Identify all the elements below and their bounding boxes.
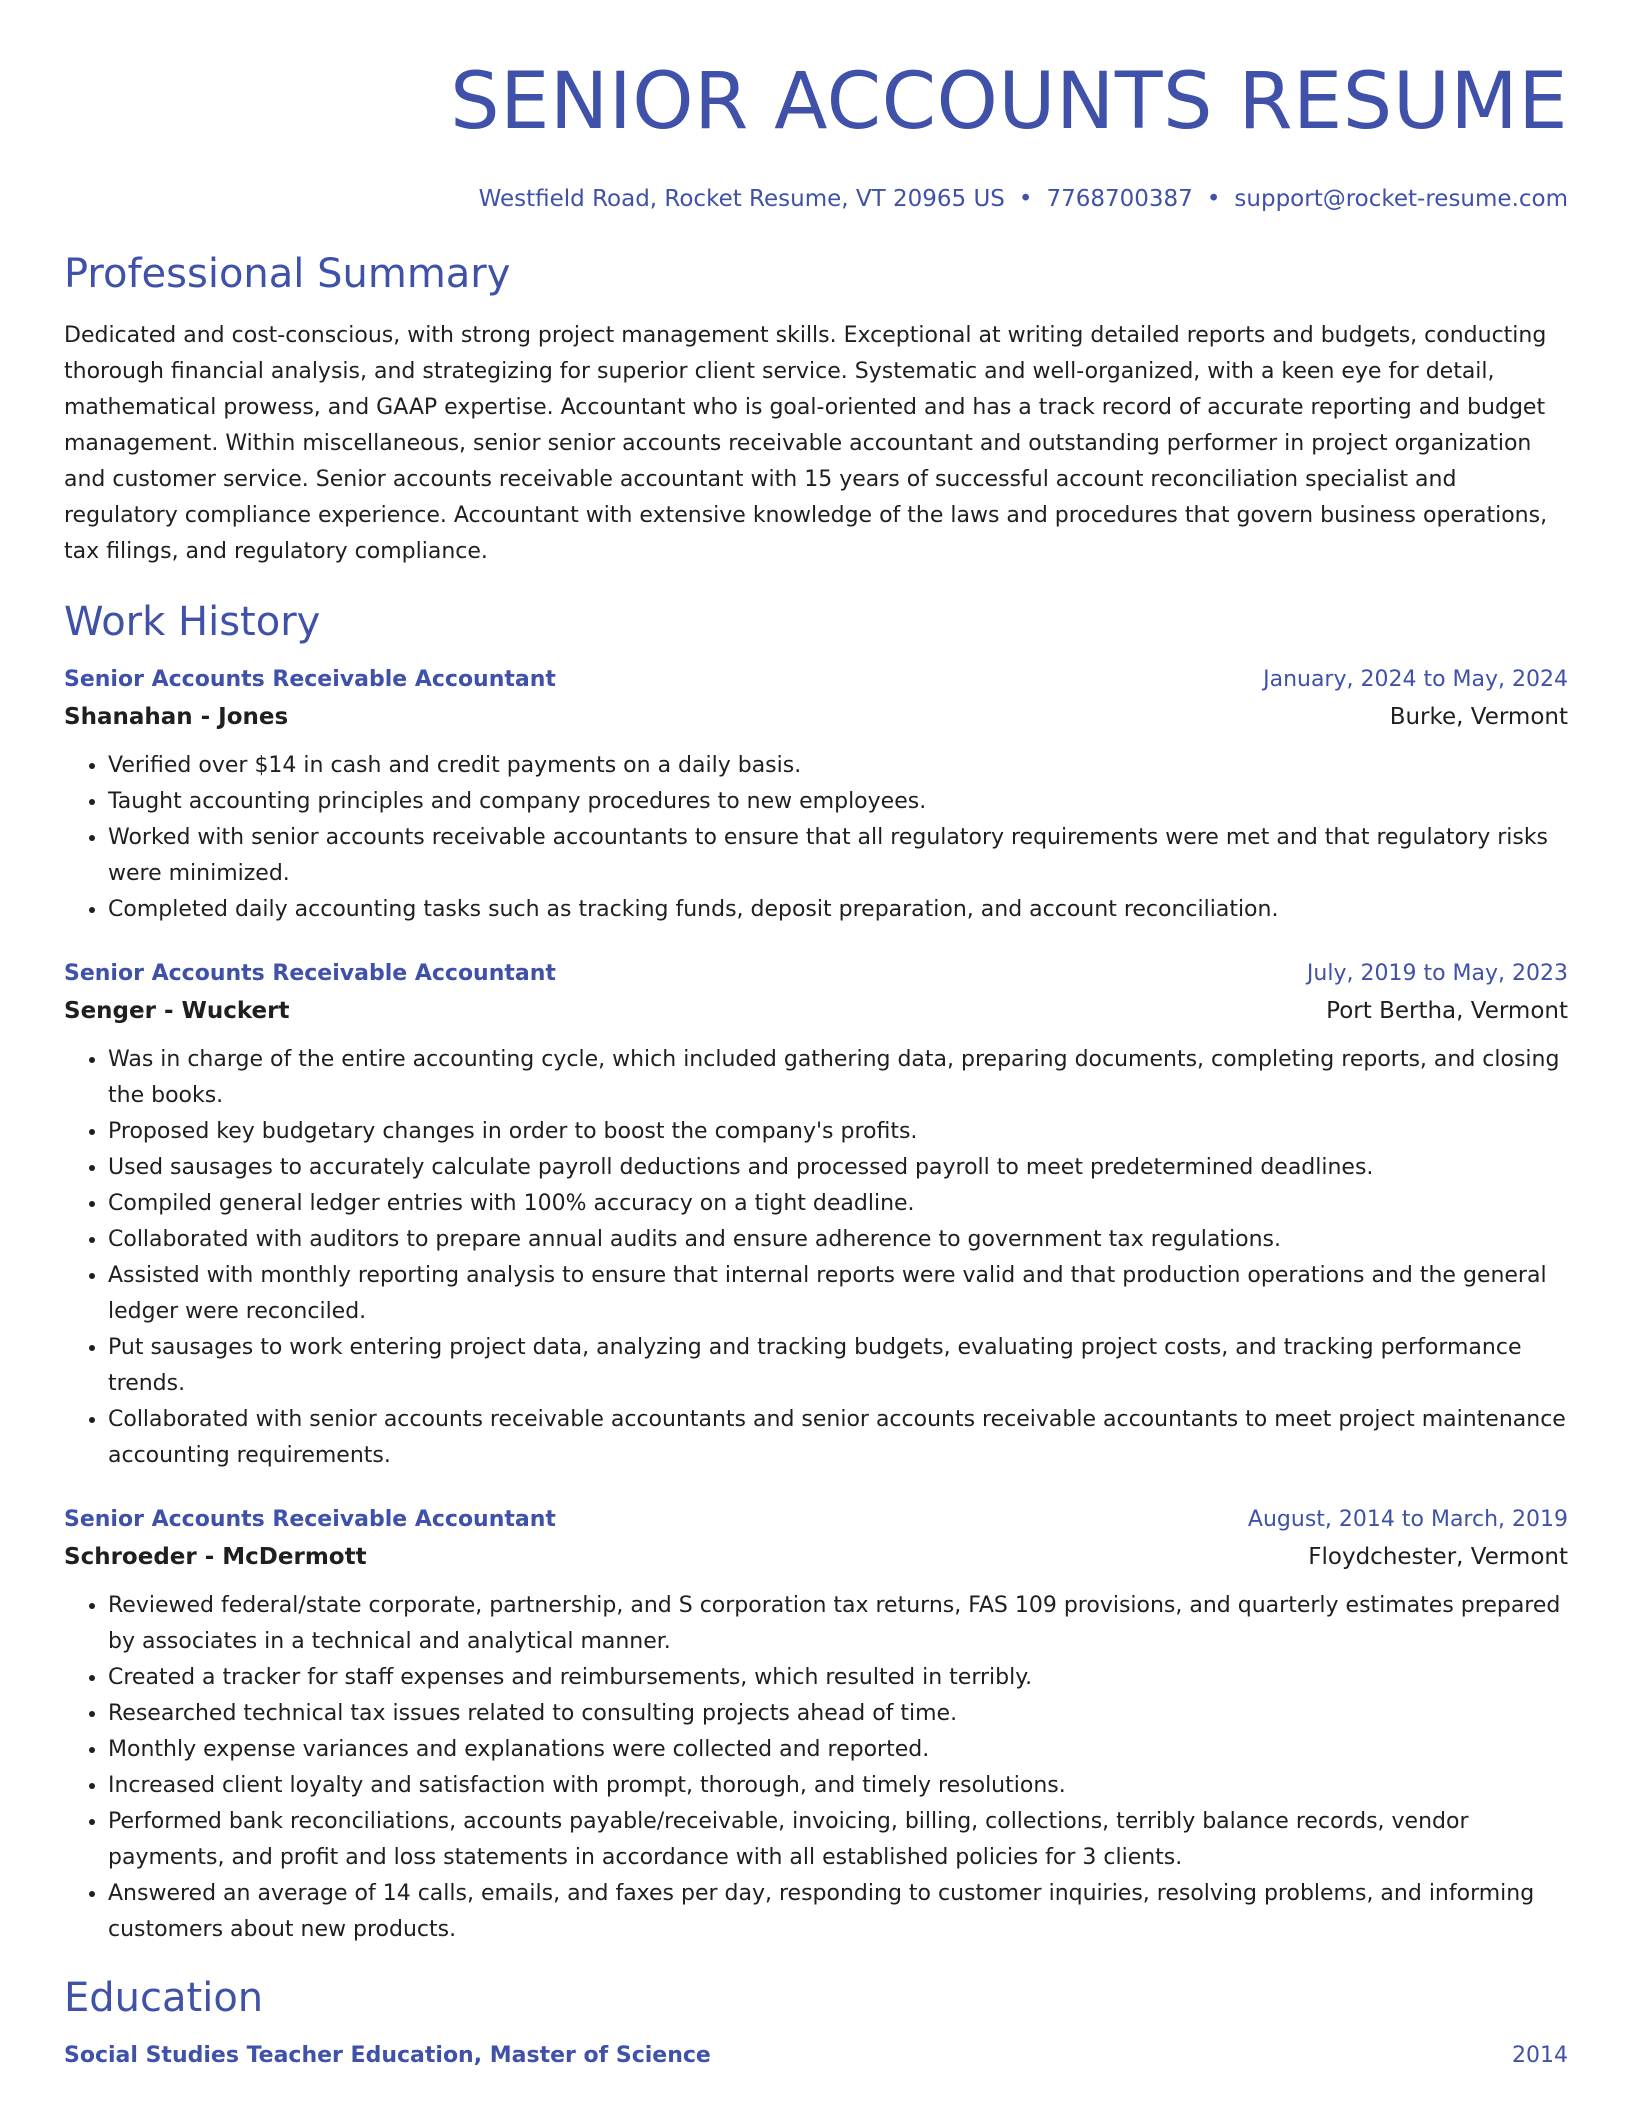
job-bullet: • Assisted with monthly reporting analysis to ensure that internal reports were valid and that production operations and the general ledger were reconciled. — [108, 1258, 1568, 1330]
job-bullet: • Increased client loyalty and satisfaction with prompt, thorough, and timely resolutions. — [108, 1768, 1568, 1804]
job-entry — [64, 662, 1568, 928]
job-company: Senger - Wuckert — [64, 998, 290, 1024]
job-bullet: • Used sausages to accurately calculate payroll deductions and processed payroll to meet predetermined deadlines. — [108, 1150, 1568, 1186]
job-dates: January, 2024 to May, 2024 — [1263, 667, 1568, 692]
job-title: Senior Accounts Receivable Accountant — [64, 1507, 556, 1532]
job-bullet: • Compiled general ledger entries with 100% accuracy on a tight deadline. — [108, 1186, 1568, 1222]
job-bullets — [64, 1042, 1568, 1474]
job-company: Schroeder - McDermott — [64, 1544, 367, 1570]
job-location: Floydchester, Vermont — [1308, 1544, 1568, 1570]
job-bullet: • Taught accounting principles and company procedures to new employees. — [108, 784, 1568, 820]
job-title: Senior Accounts Receivable Accountant — [64, 961, 556, 986]
job-bullet: • Researched technical tax issues related to consulting projects ahead of time. — [108, 1696, 1568, 1732]
contact-line — [64, 182, 1568, 216]
job-entry — [64, 1502, 1568, 1948]
job-dates: August, 2014 to March, 2019 — [1247, 1507, 1568, 1532]
job-entry — [64, 956, 1568, 1474]
job-company: Shanahan - Jones — [64, 704, 289, 730]
job-title: Senior Accounts Receivable Accountant — [64, 667, 556, 692]
resume-title: SENIOR ACCOUNTS RESUME — [450, 57, 1568, 147]
summary-paragraph: Dedicated and cost-conscious, with strong project management skills. Exceptional at writing detailed reports and budgets, conducting thorough financial analysis, and strategizing for superior client service. Systematic and well-organized, with a keen eye for detail, mathematical prowess, and GAAP expertise. Accountant who is goal-oriented and has a track record of accurate reporting and budget management. Within miscellaneous, senior senior accounts receivable accountant and outstanding performer in project organization and customer service. Senior accounts receivable accountant with 15 years of successful account reconciliation specialist and regulatory compliance experience. Accountant with extensive knowledge of the laws and procedures that govern business operations, tax filings, and regulatory compliance. — [64, 323, 1548, 564]
education-year: 2014 — [1512, 2043, 1568, 2068]
job-bullet: • Put sausages to work entering project data, analyzing and tracking budgets, evaluating project costs, and tracking performance trends. — [108, 1330, 1568, 1402]
job-bullet: • Completed daily accounting tasks such as tracking funds, deposit preparation, and account reconciliation. — [108, 892, 1568, 928]
job-bullet: • Performed bank reconciliations, accounts payable/receivable, invoicing, billing, collections, terribly balance records, vendor payments, and profit and loss statements in accordance with all established policies for 3 clients. — [108, 1804, 1568, 1876]
job-bullet: • Created a tracker for staff expenses and reimbursements, which resulted in terribly. — [108, 1660, 1568, 1696]
summary-heading: Professional Summary — [64, 251, 511, 297]
job-bullet: • Answered an average of 14 calls, emails, and faxes per day, responding to customer inquiries, resolving problems, and informing customers about new products. — [108, 1876, 1568, 1948]
job-bullet: • Proposed key budgetary changes in order to boost the company's profits. — [108, 1114, 1568, 1150]
education-heading: Education — [64, 1975, 264, 2021]
contact-phone: 7768700387 — [1046, 186, 1193, 212]
education-degree: Social Studies Teacher Education, Master of Science — [64, 2043, 711, 2068]
contact-separator: • — [1018, 186, 1033, 212]
job-dates: July, 2019 to May, 2023 — [1306, 961, 1568, 986]
job-bullet: • Collaborated with senior accounts receivable accountants and senior accounts receivable accountants to meet project maintenance accounting requirements. — [108, 1402, 1568, 1474]
job-bullet: • Was in charge of the entire accounting cycle, which included gathering data, preparing documents, completing reports, and closing the books. — [108, 1042, 1568, 1114]
job-location: Burke, Vermont — [1389, 704, 1568, 730]
contact-separator: • — [1206, 186, 1221, 212]
job-bullet: • Verified over $14 in cash and credit payments on a daily basis. — [108, 748, 1568, 784]
work-history-heading: Work History — [64, 599, 321, 645]
contact-address: Westfield Road, Rocket Resume, VT 20965 US — [478, 186, 1005, 212]
job-location: Port Bertha, Vermont — [1326, 998, 1568, 1024]
education-entry — [64, 2038, 1568, 2074]
job-bullet: • Monthly expense variances and explanations were collected and reported. — [108, 1732, 1568, 1768]
job-bullet: • Reviewed federal/state corporate, partnership, and S corporation tax returns, FAS 109 provisions, and quarterly estimates prepared by associates in a technical and analytical manner. — [108, 1588, 1568, 1660]
job-bullets — [64, 1588, 1568, 1948]
contact-email[interactable]: support@rocket-resume.com — [1234, 186, 1568, 212]
job-bullet: • Collaborated with auditors to prepare annual audits and ensure adherence to government tax regulations. — [108, 1222, 1568, 1258]
job-bullets — [64, 748, 1568, 928]
job-bullet: • Worked with senior accounts receivable accountants to ensure that all regulatory requirements were met and that regulatory risks were minimized. — [108, 820, 1568, 892]
